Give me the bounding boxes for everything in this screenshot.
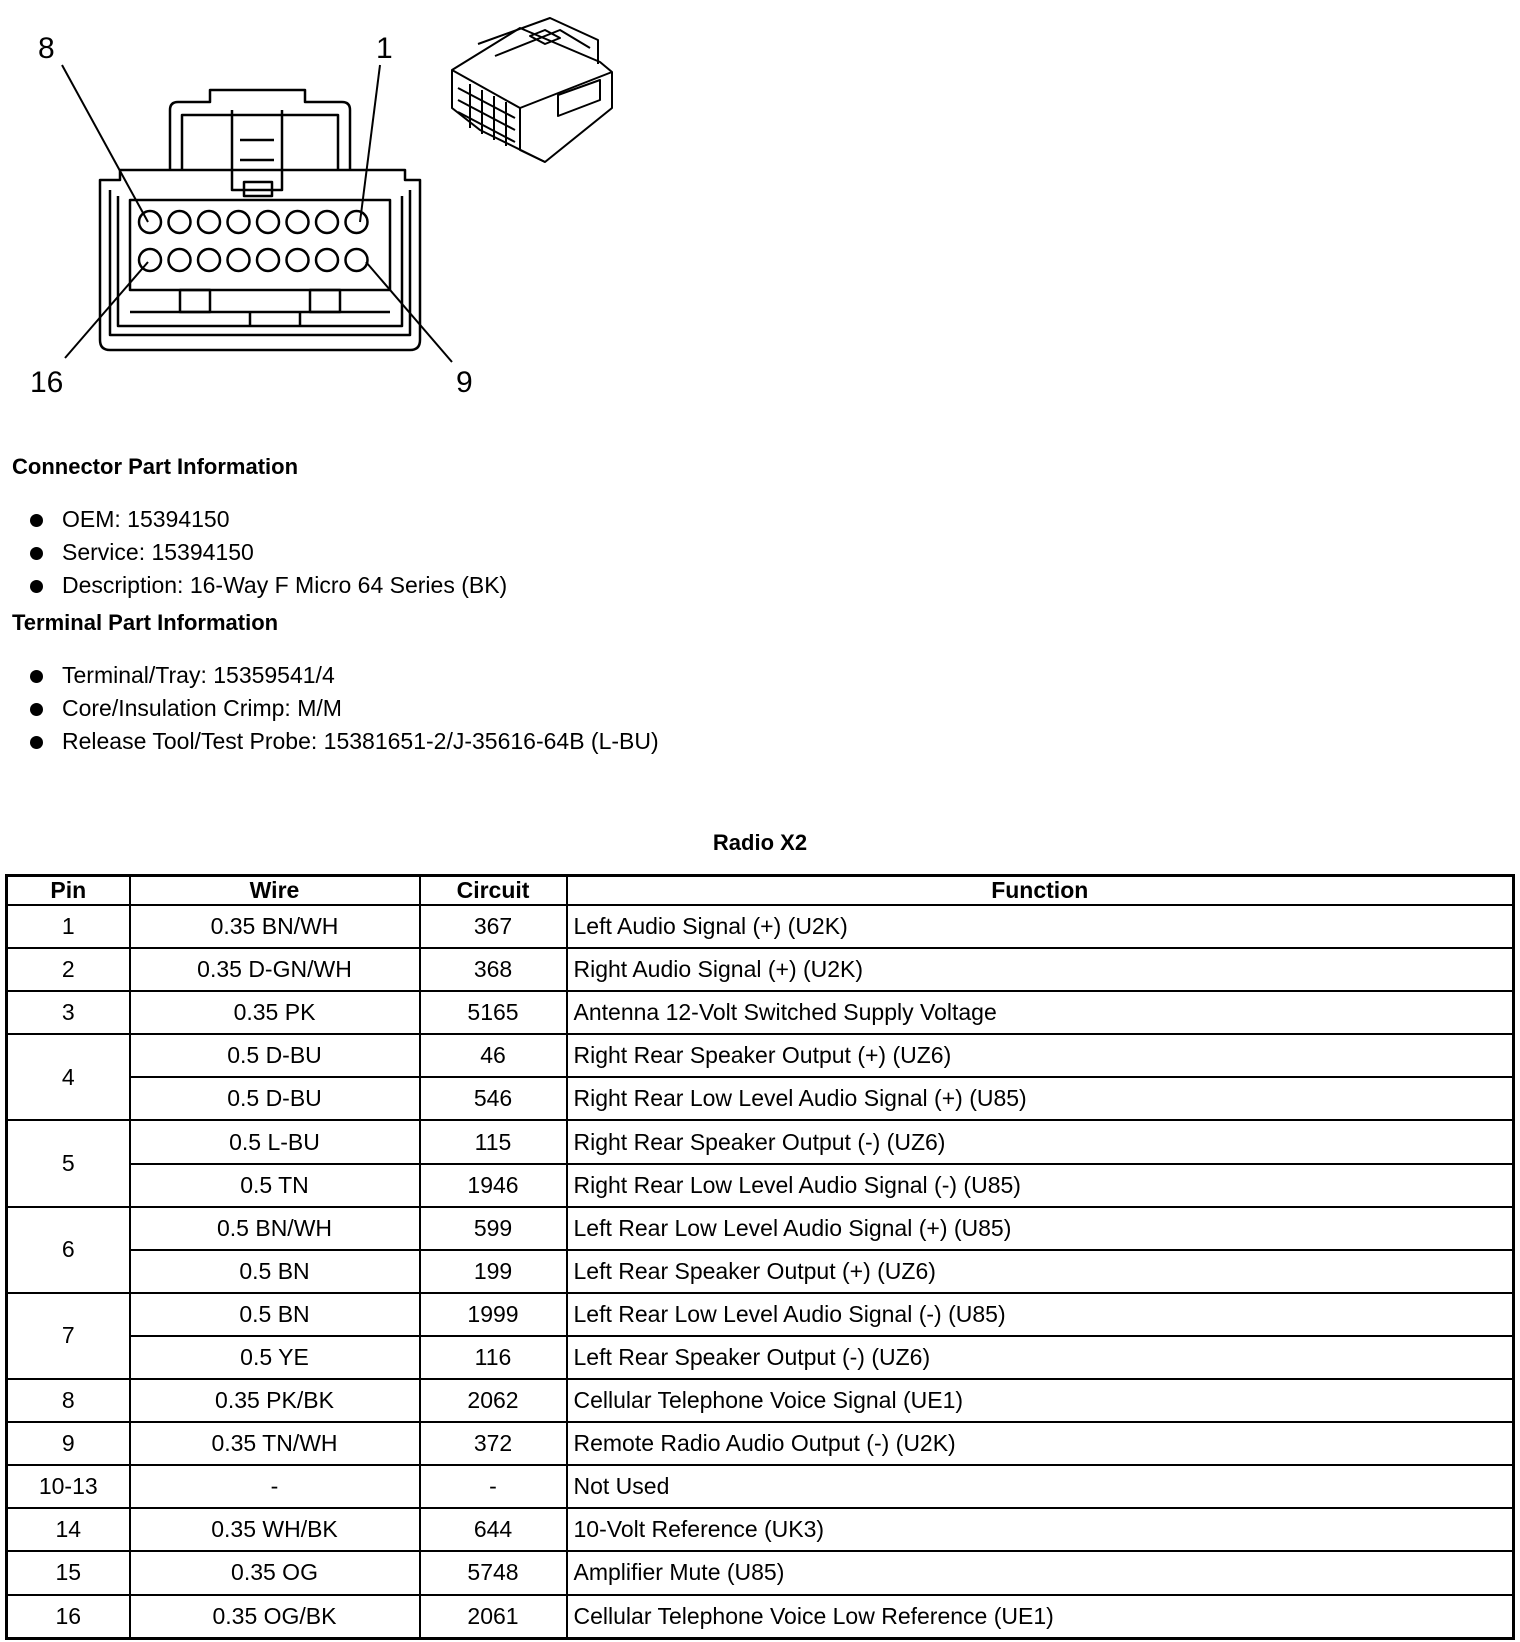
cell-circuit: 5165 (420, 991, 567, 1034)
leader-line-pin-1 (360, 65, 380, 222)
pin-label-1: 1 (376, 32, 393, 65)
table-row (7, 1336, 1514, 1379)
list-item: Terminal/Tray: 15359541/4 (28, 659, 659, 692)
header-pin: Pin (7, 876, 130, 906)
table-row (7, 1508, 1514, 1551)
terminal-cavity (228, 249, 250, 271)
cell-pin: 1 (7, 905, 130, 948)
table-row (7, 1422, 1514, 1465)
cell-function: Not Used (567, 1465, 1514, 1508)
cell-circuit: 368 (420, 948, 567, 991)
terminal-cavity (316, 249, 338, 271)
cell-circuit: 2062 (420, 1379, 567, 1422)
list-item: Core/Insulation Crimp: M/M (28, 692, 659, 725)
cell-wire: 0.35 TN/WH (130, 1422, 420, 1465)
terminal-cavity (198, 211, 220, 233)
terminal-cavity (287, 211, 309, 233)
pinout-table (5, 874, 1515, 1640)
table-caption: Radio X2 (712, 830, 808, 855)
cell-circuit: 372 (420, 1422, 567, 1465)
connector-info-list (28, 503, 507, 602)
cell-wire: 0.35 OG (130, 1551, 420, 1594)
terminal-cavity (169, 249, 191, 271)
table-row (7, 1250, 1514, 1293)
cell-pin: 3 (7, 991, 130, 1034)
cell-circuit: 115 (420, 1120, 567, 1163)
table-header-row (7, 876, 1514, 906)
list-item: Description: 16-Way F Micro 64 Series (BK) (28, 569, 507, 602)
cell-circuit: 546 (420, 1077, 567, 1120)
table-row (7, 1379, 1514, 1422)
cell-circuit: 1946 (420, 1164, 567, 1207)
cell-circuit: 599 (420, 1207, 567, 1250)
list-item: Service: 15394150 (28, 536, 507, 569)
table-row (7, 905, 1514, 948)
cell-wire: 0.35 PK (130, 991, 420, 1034)
table-row (7, 991, 1514, 1034)
cell-circuit: 367 (420, 905, 567, 948)
cell-pin: 15 (7, 1551, 130, 1594)
cell-wire: 0.5 D-BU (130, 1034, 420, 1077)
pin-label-9: 9 (456, 366, 473, 399)
terminal-cavity (257, 211, 279, 233)
cell-pin: 2 (7, 948, 130, 991)
cell-function: Right Audio Signal (+) (U2K) (567, 948, 1514, 991)
cell-function: Left Rear Low Level Audio Signal (+) (U85) (567, 1207, 1514, 1250)
cell-wire: 0.5 BN (130, 1250, 420, 1293)
cell-wire: 0.5 BN/WH (130, 1207, 420, 1250)
cell-function: 10-Volt Reference (UK3) (567, 1508, 1514, 1551)
cell-wire: 0.5 D-BU (130, 1077, 420, 1120)
cell-wire: 0.35 PK/BK (130, 1379, 420, 1422)
cell-wire: 0.35 D-GN/WH (130, 948, 420, 991)
cell-function: Right Rear Speaker Output (+) (UZ6) (567, 1034, 1514, 1077)
table-row (7, 1293, 1514, 1336)
cell-wire: - (130, 1465, 420, 1508)
cell-circuit: 2061 (420, 1595, 567, 1639)
header-wire: Wire (130, 876, 420, 906)
header-function: Function (567, 876, 1514, 906)
cell-function: Amplifier Mute (U85) (567, 1551, 1514, 1594)
cell-wire: 0.5 BN (130, 1293, 420, 1336)
cell-pin: 5 (7, 1120, 130, 1206)
terminal-cavity (346, 249, 368, 271)
list-item: Release Tool/Test Probe: 15381651-2/J-35616-64B (L-BU) (28, 725, 659, 758)
cell-pin: 4 (7, 1034, 130, 1120)
terminal-cavity (287, 249, 309, 271)
cell-circuit: 46 (420, 1034, 567, 1077)
leader-line-pin-16 (65, 262, 148, 358)
cell-function: Remote Radio Audio Output (-) (U2K) (567, 1422, 1514, 1465)
cell-function: Right Rear Low Level Audio Signal (+) (U85) (567, 1077, 1514, 1120)
table-row (7, 1465, 1514, 1508)
terminal-cavity (139, 211, 161, 233)
table-row (7, 1164, 1514, 1207)
cell-wire: 0.5 TN (130, 1164, 420, 1207)
cell-wire: 0.35 BN/WH (130, 905, 420, 948)
cell-wire: 0.5 YE (130, 1336, 420, 1379)
table-row (7, 948, 1514, 991)
cell-function: Left Audio Signal (+) (U2K) (567, 905, 1514, 948)
list-item: OEM: 15394150 (28, 503, 507, 536)
terminal-info-title: Terminal Part Information (12, 610, 279, 635)
cell-pin: 9 (7, 1422, 130, 1465)
table-row (7, 1551, 1514, 1594)
table-row (7, 1077, 1514, 1120)
terminal-cavity (169, 211, 191, 233)
cell-pin: 10-13 (7, 1465, 130, 1508)
cell-wire: 0.5 L-BU (130, 1120, 420, 1163)
table-row (7, 1207, 1514, 1250)
cell-function: Left Rear Low Level Audio Signal (-) (U85) (567, 1293, 1514, 1336)
connector-isometric-view (452, 18, 612, 162)
cell-function: Right Rear Low Level Audio Signal (-) (U85) (567, 1164, 1514, 1207)
pin-label-8: 8 (38, 32, 55, 65)
cell-pin: 16 (7, 1595, 130, 1639)
cell-function: Cellular Telephone Voice Signal (UE1) (567, 1379, 1514, 1422)
cell-wire: 0.35 WH/BK (130, 1508, 420, 1551)
cell-pin: 6 (7, 1207, 130, 1293)
connector-diagram (0, 0, 700, 420)
cell-pin: 8 (7, 1379, 130, 1422)
table-row (7, 1034, 1514, 1077)
cell-function: Cellular Telephone Voice Low Reference (UE1) (567, 1595, 1514, 1639)
cell-function: Right Rear Speaker Output (-) (UZ6) (567, 1120, 1514, 1163)
cell-circuit: 5748 (420, 1551, 567, 1594)
terminal-cavity (228, 211, 250, 233)
cell-function: Left Rear Speaker Output (+) (UZ6) (567, 1250, 1514, 1293)
cell-pin: 14 (7, 1508, 130, 1551)
pin-label-16: 16 (30, 366, 64, 399)
terminal-cavity (257, 249, 279, 271)
header-circuit: Circuit (420, 876, 567, 906)
cell-circuit: - (420, 1465, 567, 1508)
cell-function: Left Rear Speaker Output (-) (UZ6) (567, 1336, 1514, 1379)
terminal-cavity (346, 211, 368, 233)
cell-circuit: 644 (420, 1508, 567, 1551)
terminal-cavities (139, 211, 368, 271)
table-row (7, 1595, 1514, 1639)
cell-function: Antenna 12-Volt Switched Supply Voltage (567, 991, 1514, 1034)
connector-info-title: Connector Part Information (12, 454, 299, 479)
cell-circuit: 199 (420, 1250, 567, 1293)
terminal-info-list (28, 659, 659, 758)
terminal-cavity (198, 249, 220, 271)
cell-pin: 7 (7, 1293, 130, 1379)
terminal-cavity (316, 211, 338, 233)
cell-wire: 0.35 OG/BK (130, 1595, 420, 1639)
cell-circuit: 116 (420, 1336, 567, 1379)
table-row (7, 1120, 1514, 1163)
leader-line-pin-8 (62, 65, 148, 222)
cell-circuit: 1999 (420, 1293, 567, 1336)
